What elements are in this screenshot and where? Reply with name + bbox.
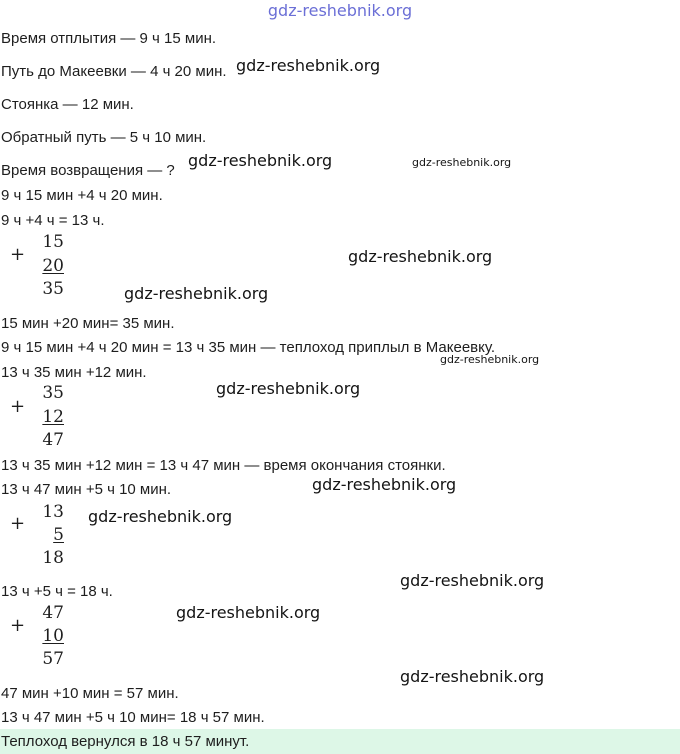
watermark: gdz-reshebnik.org (440, 353, 540, 366)
calc-line: 9 ч +4 ч = 13 ч. (1, 212, 105, 229)
sum-result: 18 (42, 548, 64, 568)
calc-line: 13 ч 35 мин +12 мин. (1, 364, 147, 381)
watermark: gdz-reshebnik.org (400, 571, 545, 590)
addend: 47 (42, 603, 64, 623)
watermark: gdz-reshebnik.org (412, 156, 512, 169)
answer-box (0, 729, 680, 754)
departure-line: Время отплытия — 9 ч 15 мин. (1, 30, 217, 47)
watermark: gdz-reshebnik.org (312, 475, 457, 494)
plus-sign: + (10, 513, 26, 534)
sum-result: 57 (42, 649, 64, 669)
calc-line: 13 ч +5 ч = 18 ч. (1, 583, 113, 600)
addend: 20 (42, 256, 64, 276)
route-line: Путь до Макеевки — 4 ч 20 мин. (1, 63, 227, 80)
calc-line: 9 ч 15 мин +4 ч 20 мин = 13 ч 35 мин — теплоход приплыл в Макеевку. (1, 339, 496, 356)
answer-text: Теплоход вернулся в 18 ч 57 минут. (1, 733, 250, 750)
watermark: gdz-reshebnik.org (216, 379, 361, 398)
addend: 13 (42, 502, 64, 522)
watermark: gdz-reshebnik.org (176, 603, 321, 622)
addend: 12 (42, 407, 64, 427)
plus-sign: + (10, 396, 26, 417)
addend: 10 (42, 626, 64, 646)
plus-sign: + (10, 615, 26, 636)
addend: 35 (42, 383, 64, 403)
plus-sign: + (10, 244, 26, 265)
stop-line: Стоянка — 12 мин. (1, 96, 134, 113)
sum-result: 47 (42, 430, 64, 450)
calc-line: 9 ч 15 мин +4 ч 20 мин. (1, 187, 163, 204)
calc-line: 47 мин +10 мин = 57 мин. (1, 685, 179, 702)
calc-line: 13 ч 47 мин +5 ч 10 мин= 18 ч 57 мин. (1, 709, 265, 726)
calc-line: 13 ч 47 мин +5 ч 10 мин. (1, 481, 172, 498)
return-time-question: Время возвращения — ? (1, 162, 175, 179)
watermark: gdz-reshebnik.org (88, 507, 233, 526)
watermark: gdz-reshebnik.org (348, 247, 493, 266)
watermark: gdz-reshebnik.org (400, 667, 545, 686)
calc-line: 13 ч 35 мин +12 мин = 13 ч 47 мин — время окончания стоянки. (1, 457, 446, 474)
addend: 15 (42, 232, 64, 252)
return-route-line: Обратный путь — 5 ч 10 мин. (1, 129, 207, 146)
watermark: gdz-reshebnik.org (188, 151, 333, 170)
addend: 5 (53, 525, 64, 545)
watermark: gdz-reshebnik.org (236, 56, 381, 75)
top-watermark: gdz-reshebnik.org (267, 1, 413, 20)
calc-line: 15 мин +20 мин= 35 мин. (1, 315, 175, 332)
watermark: gdz-reshebnik.org (124, 284, 269, 303)
sum-result: 35 (42, 279, 64, 299)
